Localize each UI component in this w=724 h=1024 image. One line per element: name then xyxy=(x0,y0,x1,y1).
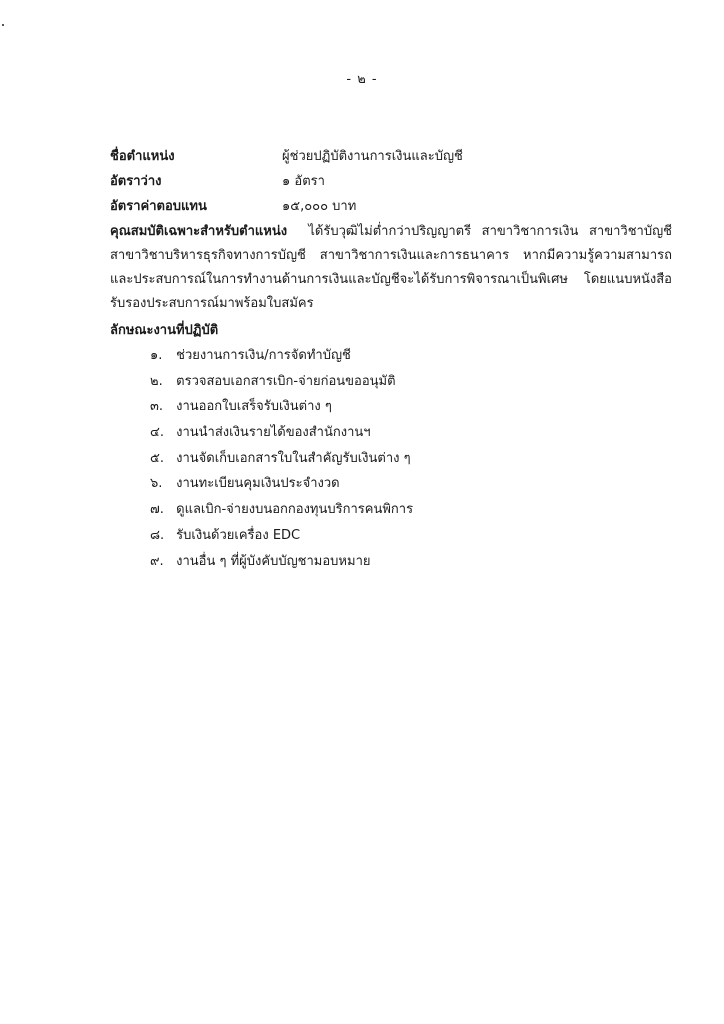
duties-list xyxy=(150,347,413,578)
list-item xyxy=(150,475,413,501)
duty-number: ๒. xyxy=(150,373,163,389)
duty-number: ๙. xyxy=(150,553,164,569)
list-item xyxy=(150,347,413,373)
field-position-name xyxy=(110,148,463,166)
list-item xyxy=(150,373,413,399)
field-label: อัตราว่าง xyxy=(110,174,162,189)
field-value: ๑๕,๐๐๐ บาท xyxy=(282,199,357,214)
field-label: อัตราค่าตอบแทน xyxy=(110,199,207,214)
duty-number: ๑. xyxy=(150,348,163,363)
list-item xyxy=(150,527,413,553)
duty-number: ๗. xyxy=(150,502,164,518)
field-value: ๑ อัตรา xyxy=(282,174,325,189)
list-item xyxy=(150,553,413,579)
field-label: ชื่อตำแหน่ง xyxy=(110,149,175,164)
list-item xyxy=(150,450,413,476)
duty-text: ตรวจสอบเอกสารเบิก-จ่ายก่อนขออนุมัติ xyxy=(176,373,396,389)
field-vacancy xyxy=(110,173,325,191)
field-value: ผู้ช่วยปฏิบัติงานการเงินและบัญชี xyxy=(282,149,463,164)
field-salary xyxy=(110,198,356,216)
duties-title: ลักษณะงานที่ปฏิบัติ xyxy=(110,323,219,338)
duty-number: ๘. xyxy=(150,527,165,543)
qualification-text: ได้รับวุฒิไม่ต่ำกว่าปริญญาตรี สาขาวิชาการเงิน สาขาวิชาบัญชี สาขาวิชาบริหารธุรกิจทางการบัญชี สาขาวิชาการเงินและการธนาคาร หากมีความรู้ความสามารถและประสบการณ์ในการทำงานด้านการเงินและบัญชีจะได้รับการพิจารณาเป็นพิเศษ โดยแนบหนังสือรับรองประสบการณ์มาพร้อมใบสมัคร xyxy=(110,224,672,311)
duty-number: ๓. xyxy=(150,399,164,415)
list-item xyxy=(150,501,413,527)
duty-text: งานอื่น ๆ ที่ผู้บังคับบัญชามอบหมาย xyxy=(176,553,371,569)
qualification-label: คุณสมบัติเฉพาะสำหรับตำแหน่ง xyxy=(110,224,288,239)
duty-text: งานทะเบียนคุมเงินประจำงวด xyxy=(176,476,340,492)
duty-number: ๖. xyxy=(150,476,163,492)
list-item xyxy=(150,398,413,424)
duty-text: ดูแลเบิก-จ่ายงบนอกกองทุนบริการคนพิการ xyxy=(176,502,414,518)
duty-text: งานออกใบเสร็จรับเงินต่าง ๆ xyxy=(176,399,332,415)
qualification-paragraph xyxy=(110,220,672,316)
duty-text: ช่วยงานการเงิน/การจัดทำบัญชี xyxy=(176,348,351,363)
scan-speck xyxy=(2,24,4,26)
duty-number: ๕. xyxy=(150,450,164,466)
duty-text: งานจัดเก็บเอกสารใบในสำคัญรับเงินต่าง ๆ xyxy=(176,450,411,466)
page-number: - ๒ - xyxy=(346,72,378,87)
duty-text: รับเงินด้วยเครื่อง EDC xyxy=(176,527,301,543)
list-item xyxy=(150,424,413,450)
duty-number: ๔. xyxy=(150,425,164,441)
duty-text: งานนำส่งเงินรายได้ของสำนักงานฯ xyxy=(176,425,371,441)
